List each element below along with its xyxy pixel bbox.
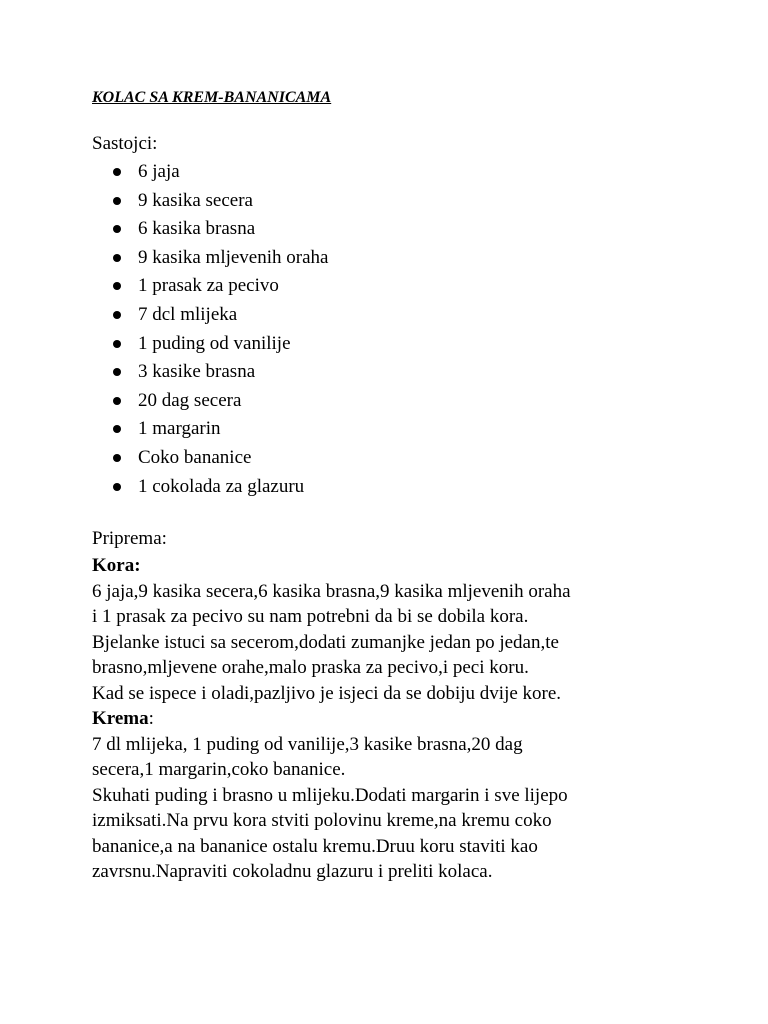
kora-paragraph: [92, 579, 712, 707]
krema-line: secera,1 margarin,coko bananice.: [92, 759, 346, 781]
kora-line: Bjelanke istuci sa secerom,dodati zumanjke jedan po jedan,te: [92, 631, 559, 653]
ingredient-item: [92, 473, 712, 502]
bullet-icon: [113, 454, 121, 462]
document-page: [92, 86, 712, 885]
ingredient-item: [92, 301, 712, 330]
ingredient-text: 3 kasike brasna: [138, 361, 256, 383]
ingredient-text: Coko bananice: [138, 446, 252, 468]
ingredient-item: [92, 187, 712, 216]
ingredient-text: 20 dag secera: [138, 389, 242, 411]
bullet-icon: [113, 397, 121, 405]
kora-line: Kad se ispece i oladi,pazljivo je isjeci da se dobiju dvije kore.: [92, 682, 562, 704]
preparation-heading: Priprema:: [92, 528, 167, 550]
ingredient-text: 7 dcl mlijeka: [138, 303, 238, 325]
krema-heading: Krema: [92, 708, 149, 730]
krema-colon: :: [148, 708, 154, 730]
ingredient-text: 1 margarin: [138, 418, 221, 440]
ingredient-item: [92, 215, 712, 244]
bullet-icon: [113, 368, 121, 376]
kora-line: i 1 prasak za pecivo su nam potrebni da bi se dobila kora.: [92, 606, 529, 628]
bullet-icon: [113, 168, 121, 176]
ingredient-text: 6 kasika brasna: [138, 218, 256, 240]
ingredient-text: 9 kasika mljevenih oraha: [138, 246, 329, 268]
recipe-title: KOLAC SA KREM-BANANICAMA: [92, 89, 332, 106]
krema-line: izmiksati.Na prvu kora stviti polovinu kreme,na kremu coko: [92, 810, 552, 832]
ingredient-text: 6 jaja: [138, 161, 180, 182]
ingredients-list: [92, 158, 712, 501]
krema-line: zavrsnu.Napraviti cokoladnu glazuru i preliti kolaca.: [92, 861, 493, 883]
ingredient-item: [92, 330, 712, 359]
kora-line: 6 jaja,9 kasika secera,6 kasika brasna,9 kasika mljevenih oraha: [92, 580, 571, 602]
kora-heading: Kora:: [92, 555, 141, 577]
bullet-icon: [113, 282, 121, 290]
ingredient-item: [92, 158, 712, 187]
bullet-icon: [113, 311, 121, 319]
krema-paragraph: [92, 732, 712, 885]
krema-line: Skuhati puding i brasno u mlijeku.Dodati margarin i sve lijepo: [92, 784, 568, 806]
bullet-icon: [113, 254, 121, 262]
bullet-icon: [113, 483, 121, 491]
bullet-icon: [113, 197, 121, 205]
kora-line: brasno,mljevene orahe,malo praska za pecivo,i peci koru.: [92, 657, 529, 679]
krema-heading-line: [92, 706, 712, 732]
bullet-icon: [113, 425, 121, 433]
bullet-icon: [113, 225, 121, 233]
ingredients-heading: Sastojci:: [92, 133, 158, 154]
krema-line: bananice,a na bananice ostalu kremu.Druu koru staviti kao: [92, 835, 538, 857]
ingredient-item: [92, 444, 712, 473]
ingredient-text: 1 prasak za pecivo: [138, 275, 279, 297]
ingredient-item: [92, 244, 712, 273]
bullet-icon: [113, 340, 121, 348]
ingredient-text: 1 cokolada za glazuru: [138, 475, 305, 497]
ingredient-item: [92, 387, 712, 416]
ingredient-text: 1 puding od vanilije: [138, 332, 291, 354]
ingredient-item: [92, 415, 712, 444]
ingredient-item: [92, 272, 712, 301]
ingredient-text: 9 kasika secera: [138, 189, 253, 211]
krema-line: 7 dl mlijeka, 1 puding od vanilije,3 kasike brasna,20 dag: [92, 733, 523, 755]
ingredient-item: [92, 358, 712, 387]
